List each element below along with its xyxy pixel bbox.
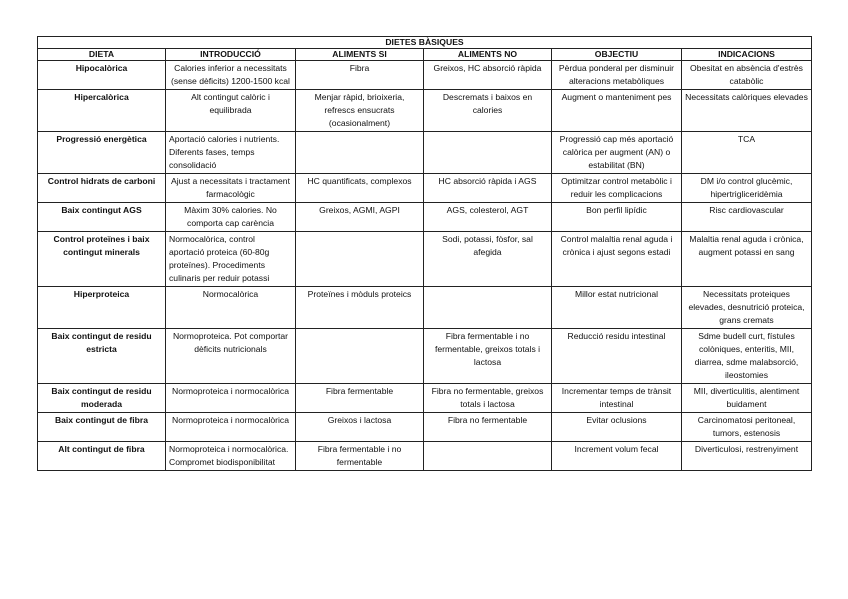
table-row [38, 203, 812, 232]
cell-aliments-si: Greixos, AGMI, AGPI [296, 203, 424, 232]
cell-aliments-no: Fibra no fermentable [424, 413, 552, 442]
cell-objectiu: Bon perfil lipídic [552, 203, 682, 232]
cell-indicacions: Risc cardiovascular [682, 203, 812, 232]
cell-aliments-no: Descremats i baixos en calories [424, 90, 552, 132]
cell-aliments-si [296, 132, 424, 174]
cell-introduccio: Normoproteica i normocalòrica. Compromet biodisponibilitat [166, 442, 296, 471]
table-row [38, 90, 812, 132]
table-title: DIETES BÀSIQUES [38, 37, 812, 49]
cell-objectiu: Progressió cap més aportació calòrica per augment (AN) o estabilitat (BN) [552, 132, 682, 174]
cell-introduccio: Màxim 30% calories. No comporta cap carència [166, 203, 296, 232]
cell-objectiu: Reducció residu intestinal [552, 329, 682, 384]
table-row [38, 442, 812, 471]
cell-introduccio: Normocalòrica, control aportació proteica (60-80g proteïnes). Procediments culinaris per reduir potassi [166, 232, 296, 287]
cell-aliments-si [296, 232, 424, 287]
cell-dieta: Progressió energètica [38, 132, 166, 174]
cell-indicacions: Sdme budell curt, fístules colòniques, enteritis, MII, diarrea, sdme malabsorció, ileostomies [682, 329, 812, 384]
table-row [38, 61, 812, 90]
cell-indicacions: Obesitat en absència d'estrès catabòlic [682, 61, 812, 90]
cell-introduccio: Calories inferior a necessitats (sense dèficits) 1200-1500 kcal [166, 61, 296, 90]
cell-indicacions: DM i/o control glucèmic, hipertrigliceridèmia [682, 174, 812, 203]
table-row [38, 329, 812, 384]
cell-aliments-no [424, 287, 552, 329]
table-row [38, 174, 812, 203]
header-dieta: DIETA [38, 49, 166, 61]
table-row [38, 232, 812, 287]
cell-dieta: Hipocalòrica [38, 61, 166, 90]
cell-dieta: Control proteïnes i baix contingut minerals [38, 232, 166, 287]
cell-dieta: Baix contingut de fibra [38, 413, 166, 442]
table-row [38, 413, 812, 442]
cell-indicacions: Diverticulosi, restrenyiment [682, 442, 812, 471]
cell-dieta: Alt contingut de fibra [38, 442, 166, 471]
table-row [38, 384, 812, 413]
cell-objectiu: Control malaltia renal aguda i crònica i ajust segons estadi [552, 232, 682, 287]
cell-dieta: Baix contingut de residu moderada [38, 384, 166, 413]
cell-objectiu: Pèrdua ponderal per disminuir alteracions metabòliques [552, 61, 682, 90]
cell-introduccio: Ajust a necessitats i tractament farmacològic [166, 174, 296, 203]
cell-objectiu: Evitar oclusions [552, 413, 682, 442]
cell-indicacions: Necessitats calòriques elevades [682, 90, 812, 132]
cell-aliments-si: Fibra [296, 61, 424, 90]
cell-aliments-no: Fibra no fermentable, greixos totals i lactosa [424, 384, 552, 413]
cell-objectiu: Millor estat nutricional [552, 287, 682, 329]
cell-introduccio: Aportació calories i nutrients. Diferents fases, temps consolidació [166, 132, 296, 174]
header-aliments-si: ALIMENTS SI [296, 49, 424, 61]
cell-aliments-si: Proteïnes i mòduls proteics [296, 287, 424, 329]
cell-aliments-no: Fibra fermentable i no fermentable, greixos totals i lactosa [424, 329, 552, 384]
cell-aliments-si [296, 329, 424, 384]
cell-introduccio: Normoproteica i normocalòrica [166, 413, 296, 442]
cell-aliments-si: Greixos i lactosa [296, 413, 424, 442]
cell-indicacions: Necessitats proteiques elevades, desnutrició proteica, grans cremats [682, 287, 812, 329]
cell-aliments-si: HC quantificats, complexos [296, 174, 424, 203]
cell-indicacions: MII, diverticulitis, alentiment buidament [682, 384, 812, 413]
cell-indicacions: Malaltia renal aguda i crònica, augment potassi en sang [682, 232, 812, 287]
cell-dieta: Baix contingut de residu estricta [38, 329, 166, 384]
cell-indicacions: TCA [682, 132, 812, 174]
cell-aliments-no [424, 132, 552, 174]
cell-aliments-no: Greixos, HC absorció ràpida [424, 61, 552, 90]
cell-introduccio: Normocalòrica [166, 287, 296, 329]
header-row [38, 49, 812, 61]
cell-introduccio: Alt contingut calòric i equilibrada [166, 90, 296, 132]
cell-dieta: Control hidrats de carboni [38, 174, 166, 203]
cell-aliments-no: Sodi, potassi, fòsfor, sal afegida [424, 232, 552, 287]
cell-aliments-no: HC absorció ràpida i AGS [424, 174, 552, 203]
cell-aliments-no: AGS, colesterol, AGT [424, 203, 552, 232]
cell-dieta: Hipercalòrica [38, 90, 166, 132]
table-row [38, 287, 812, 329]
table-row [38, 132, 812, 174]
cell-aliments-si: Menjar ràpid, brioixeria, refrescs ensucrats (ocasionalment) [296, 90, 424, 132]
header-indicacions: INDICACIONS [682, 49, 812, 61]
cell-introduccio: Normoproteica. Pot comportar dèficits nutricionals [166, 329, 296, 384]
cell-aliments-si: Fibra fermentable [296, 384, 424, 413]
cell-aliments-no [424, 442, 552, 471]
cell-dieta: Baix contingut AGS [38, 203, 166, 232]
cell-objectiu: Augment o manteniment pes [552, 90, 682, 132]
diets-table [37, 36, 812, 471]
cell-introduccio: Normoproteica i normocalòrica [166, 384, 296, 413]
cell-aliments-si: Fibra fermentable i no fermentable [296, 442, 424, 471]
cell-objectiu: Optimitzar control metabòlic i reduir les complicacions [552, 174, 682, 203]
cell-objectiu: Increment volum fecal [552, 442, 682, 471]
header-aliments-no: ALIMENTS NO [424, 49, 552, 61]
cell-indicacions: Carcinomatosi peritoneal, tumors, estenosis [682, 413, 812, 442]
header-introduccio: INTRODUCCIÓ [166, 49, 296, 61]
header-objectiu: OBJECTIU [552, 49, 682, 61]
cell-dieta: Hiperproteica [38, 287, 166, 329]
cell-objectiu: Incrementar temps de trànsit intestinal [552, 384, 682, 413]
